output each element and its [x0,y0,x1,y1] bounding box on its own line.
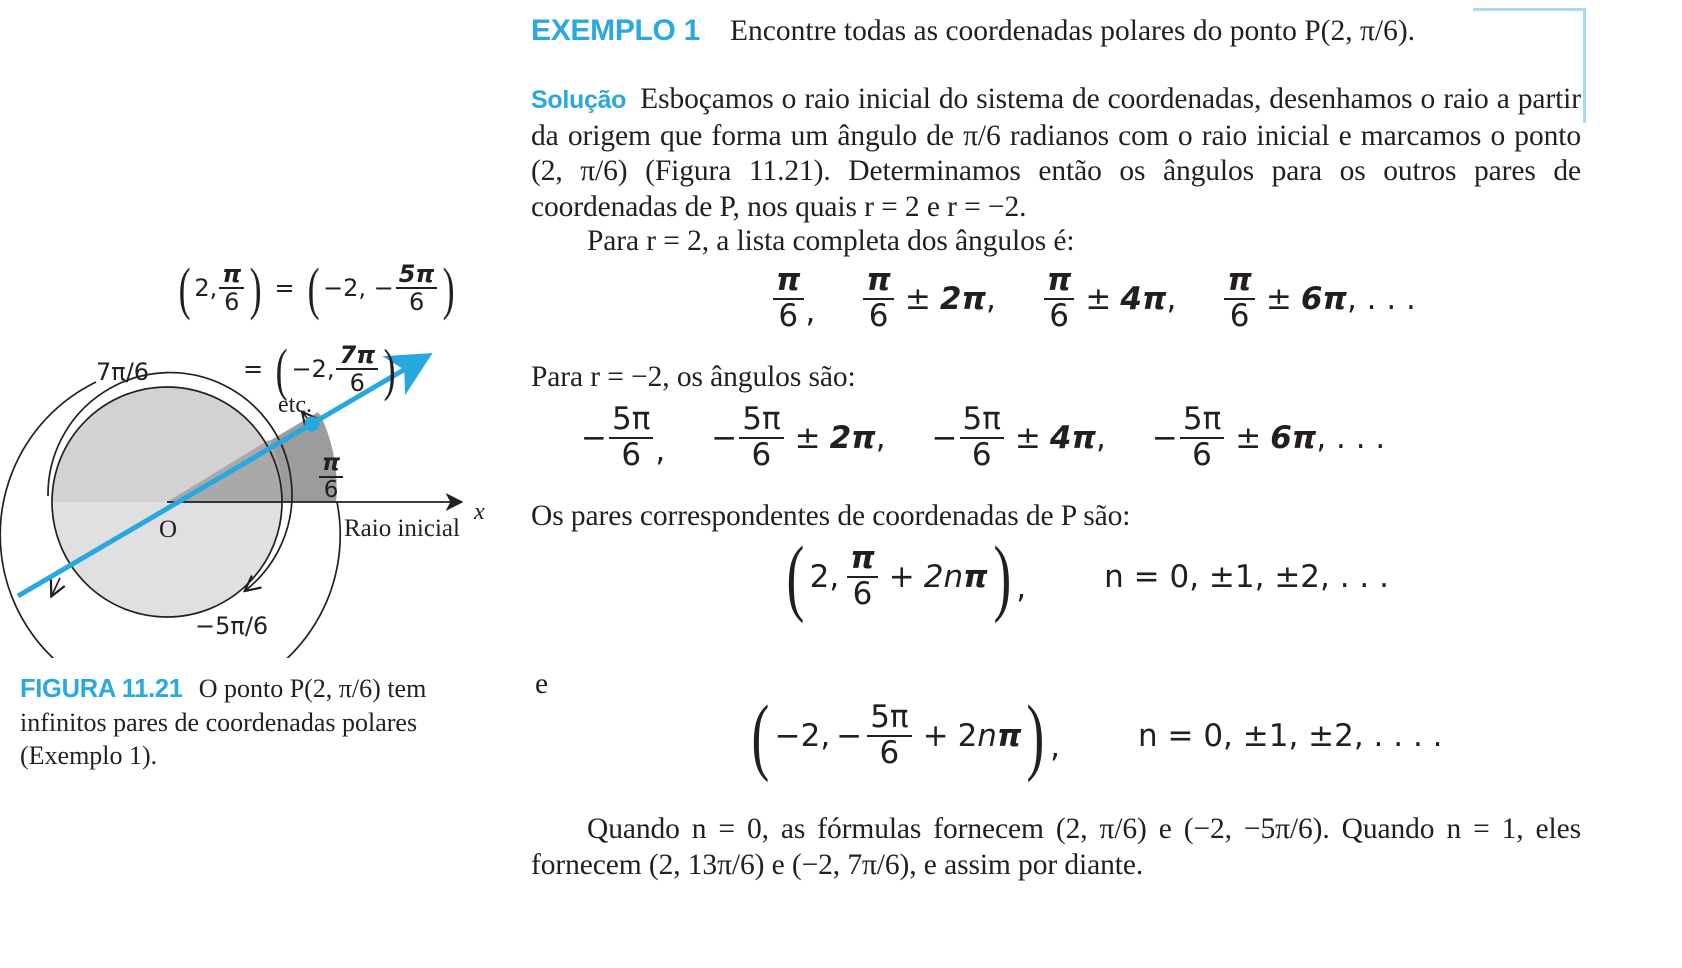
figure-label-initial-ray: Raio inicial [344,515,460,542]
eq2-sep4: , . . . [1316,419,1386,456]
eq1-term3-num: π [1044,265,1075,300]
paragraph-r-positive: Para r = 2, a lista completa dos ângulos é: [587,225,1075,257]
figure-label-outer-arc: 7π/6 [96,358,150,386]
fig-eq1-rhs-den: 6 [408,288,425,317]
eq2-term2-op: ± [794,419,821,456]
eq2-term2-den: 6 [751,436,772,473]
eq1-term3-den: 6 [1049,297,1069,334]
eq1-term2-op: ± [904,280,931,317]
eq1-sep1: , [805,294,816,331]
example-label: EXEMPLO 1 [531,14,701,47]
eq2-term3-op: ± [1014,419,1041,456]
figure-equation-line-2 [243,336,399,402]
paragraph-closing: Quando n = 0, as fórmulas fornecem (2, π/6) e (−2, −5π/6). Quando n = 1, eles fornecem (2, 13π/6) e (−2, 7π/6), e assim por diante. [531,813,1581,881]
figure-number-label: FIGURA 11.21 [20,675,183,703]
eq1-term1-num: π [773,265,804,300]
eq3-fraction [847,540,878,612]
fig-eq1-lhs-den: 6 [224,288,240,317]
text-column [531,0,1586,968]
fig-eq1-rhs-num: 5π [396,262,438,289]
eq2-term3-num: 5π [960,404,1004,439]
fig-eq1-lhs-fraction [219,262,244,315]
eq1-term2-den: 6 [868,297,889,334]
eq2-term4-den: 6 [1192,436,1212,473]
eq3-num: π [847,543,878,578]
eq1-term3-fraction [1044,262,1075,334]
eq1-sep3: , [1166,280,1177,317]
eq3-condition: n = 0, ±1, ±2, . . . [1104,558,1389,595]
eq2-sep2: , [875,419,886,456]
figure-caption [20,672,460,772]
fig-eq1-lhs-num: π [219,262,244,289]
eq2-term3-den: 6 [971,436,992,473]
solution-text: Esboçamos o raio inicial do sistema de coordenadas, desenhamos o raio a partir da origem que forma um ângulo de π/6 radianos com o raio inicial e marcamos o ponto (2, π/6) (Figura 11.21). Determinamos então os ângulos para os outros pares de coordenadas de P, nos quais r = 2 e r = −2. [531,83,1581,223]
fig-eq1-rhs-r: −2, − [322,274,394,303]
figure-label-inner-arc: −5π/6 [195,612,269,640]
conjunction-e: e [535,668,549,700]
eq1-term3-op: ± [1085,280,1112,317]
paren-open-eq3: ( [786,527,805,624]
paren-open-eq4: ( [751,686,770,783]
arc-7pi-arrowhead [52,578,60,595]
eq3-trailing-comma: , [1016,570,1027,607]
eq1-term2-num: π [863,265,894,300]
eq2-term4-num: 5π [1180,404,1224,439]
eq1-sep2: , [986,280,996,317]
fig-eq2-equals: = [243,355,264,384]
eq2-sep3: , [1096,419,1106,456]
eq1-term4-num: π [1224,265,1255,300]
figure-etc-label: etc. [278,392,312,418]
paren-close: ) [249,255,262,321]
eq2-term1-num: 5π [609,404,653,439]
eq2-term3-sign: − [931,419,958,456]
eq2-term3-rhs: 4π [1049,419,1096,456]
eq2-term4-rhs: 6π [1270,419,1317,456]
eq4-num: 5π [867,702,911,737]
equation-pair-positive [781,527,1389,624]
eq4-fraction [867,699,911,771]
eq2-term2-sign: − [711,419,738,456]
paragraph-pairs-intro: Os pares correspondentes de coordenadas de P são: [531,500,1131,532]
fig-eq2-rhs-r: −2, [291,355,335,384]
eq3-rhs: 2nπ [923,558,988,595]
eq4-rhs: 2nπ [957,717,1022,754]
equation-angle-list-negative [581,401,1386,473]
eq1-term1-fraction [773,262,804,334]
eq2-term2-fraction [739,401,783,473]
eq1-term2-rhs: 2π [939,280,986,317]
equation-angle-list-positive [771,262,1416,334]
figure-angle-den: 6 [323,477,339,504]
figure-label-x-axis: x [474,499,485,525]
eq2-term1-sign: − [581,419,607,456]
example-statement: Encontre todas as coordenadas polares do ponto P(2, π/6). [730,15,1416,47]
eq1-term4-fraction [1224,262,1255,334]
eq3-den: 6 [852,575,873,612]
eq3-op: + [888,558,915,595]
fig-eq2-rhs-den: 6 [349,369,365,398]
eq2-term2-num: 5π [739,404,783,439]
paren-open-2: ( [307,255,320,321]
eq4-sign: − [836,717,863,754]
eq2-term2-rhs: 2π [829,419,876,456]
eq1-term1-den: 6 [778,297,799,334]
figure-caption-text: O ponto P(2, π/6) tem infinitos pares de coordenadas polares (Exemplo 1). [20,674,427,770]
eq2-sep1: , [655,433,666,470]
eq1-term2-fraction [863,262,894,334]
eq2-term1-den: 6 [621,436,642,473]
figure-angle-fraction [319,452,343,503]
eq2-term3-fraction [960,401,1004,473]
example-heading [531,14,1415,48]
eq1-term4-den: 6 [1229,297,1250,334]
eq2-term4-sign: − [1151,419,1178,456]
eq4-condition: n = 0, ±1, ±2, . . . . [1137,717,1443,754]
eq3-r: 2, [809,558,840,595]
paragraph-r-negative: Para r = −2, os ângulos são: [531,361,856,393]
eq4-trailing-comma: , [1050,729,1060,766]
eq4-r: −2, [774,717,831,754]
eq4-op: + [922,717,949,754]
figure-label-origin: O [159,516,178,543]
paren-close-2: ) [443,255,456,321]
eq2-term1-fraction [609,401,653,473]
fig-eq1-lhs-r: 2, [194,274,218,303]
solution-paragraph [531,82,1581,225]
paren-close-eq3: ) [993,527,1011,624]
fig-eq1-rhs-fraction [396,262,438,315]
solution-label: Solução [531,86,627,114]
eq1-term4-op: ± [1265,280,1292,317]
figure-label-angle [317,452,345,503]
eq1-term4-rhs: 6π [1300,280,1347,317]
fig-eq1-equals: = [274,274,295,303]
eq1-term3-rhs: 4π [1120,280,1167,317]
figure-angle-num: π [319,452,343,478]
paren-close-3: ) [383,336,396,402]
paren-close-eq4: ) [1026,686,1045,783]
figure-column [0,0,512,968]
equation-pair-negative [746,686,1443,783]
fig-eq2-rhs-fraction [336,343,378,396]
fig-eq2-rhs-num: 7π [336,343,378,370]
paren-open: ( [178,255,191,321]
eq1-sep4: , . . . [1346,280,1416,317]
paren-open-3: ( [275,336,288,402]
figure-equation-line-1 [175,255,459,321]
eq4-den: 6 [879,734,900,771]
eq2-term4-op: ± [1235,419,1262,456]
eq2-term4-fraction [1180,401,1224,473]
